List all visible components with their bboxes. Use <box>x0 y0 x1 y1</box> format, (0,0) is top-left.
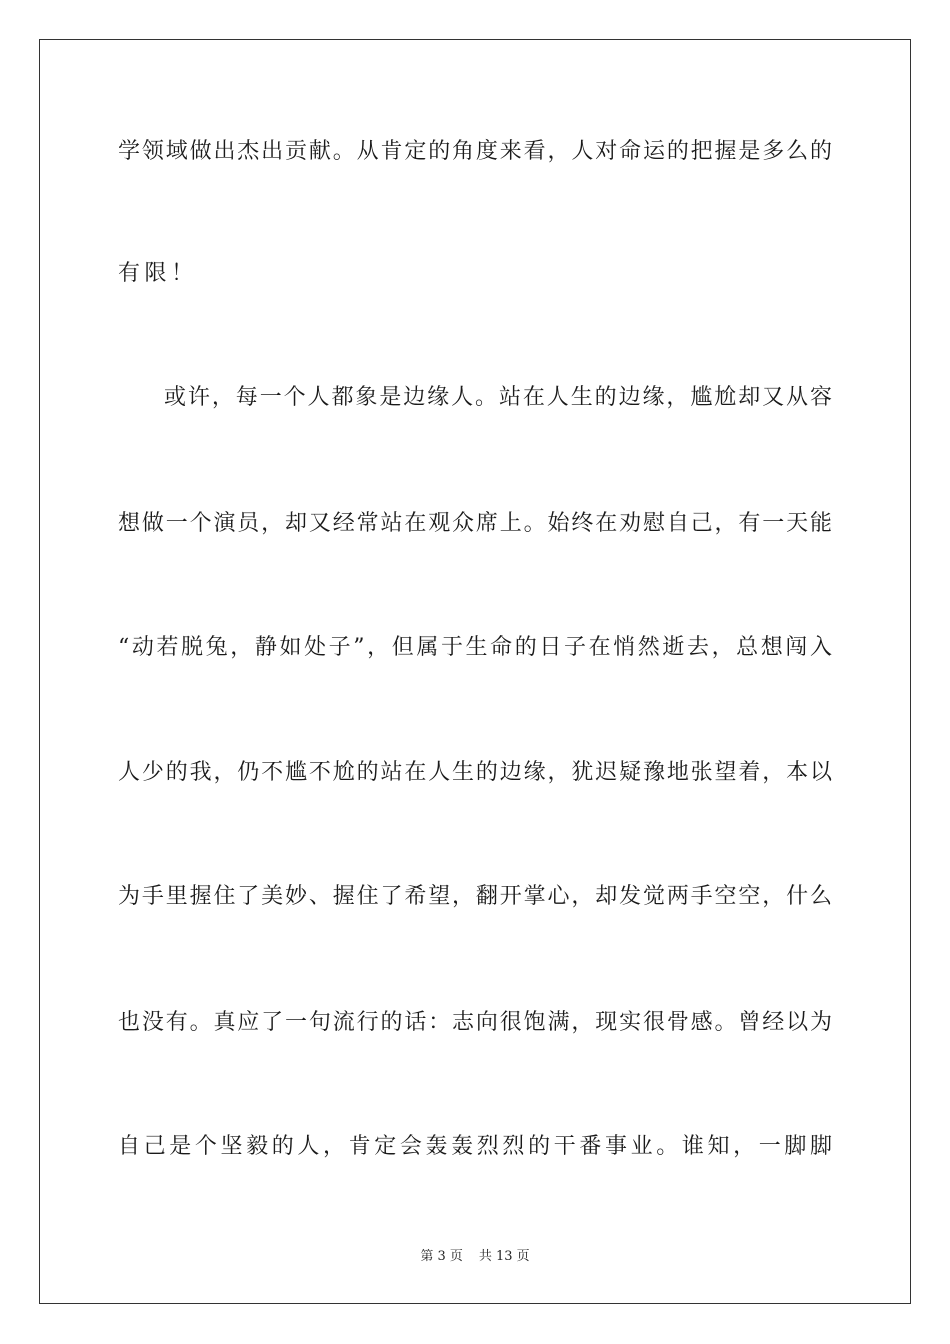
text-line-5: “动若脱兔，静如处子”，但属于生命的日子在悄然逝去，总想闯入 <box>118 635 832 660</box>
text-line-6: 人少的我，仍不尴不尬的站在人生的边缘，犹迟疑豫地张望着，本以 <box>118 760 832 785</box>
page-border <box>39 39 911 1304</box>
text-line-4: 想做一个演员，却又经常站在观众席上。始终在劝慰自己，有一天能 <box>118 511 832 536</box>
text-line-7: 为手里握住了美妙、握住了希望，翻开掌心，却发觉两手空空，什么 <box>118 884 832 909</box>
text-line-9: 自己是个坚毅的人，肯定会轰轰烈烈的干番事业。谁知，一脚脚 <box>118 1134 832 1159</box>
text-line-1: 学领域做出杰出贡献。从肯定的角度来看，人对命运的把握是多么的 <box>118 139 832 164</box>
page-number: 第 3 页 <box>420 1249 463 1264</box>
text-line-3: 或许，每一个人都象是边缘人。站在人生的边缘，尴尬却又从容 <box>164 385 832 410</box>
total-pages: 共 13 页 <box>478 1249 530 1264</box>
text-line-2: 有限！ <box>118 261 198 286</box>
text-line-8: 也没有。真应了一句流行的话：志向很饱满，现实很骨感。曾经以为 <box>118 1010 832 1035</box>
page-footer <box>0 1248 950 1266</box>
